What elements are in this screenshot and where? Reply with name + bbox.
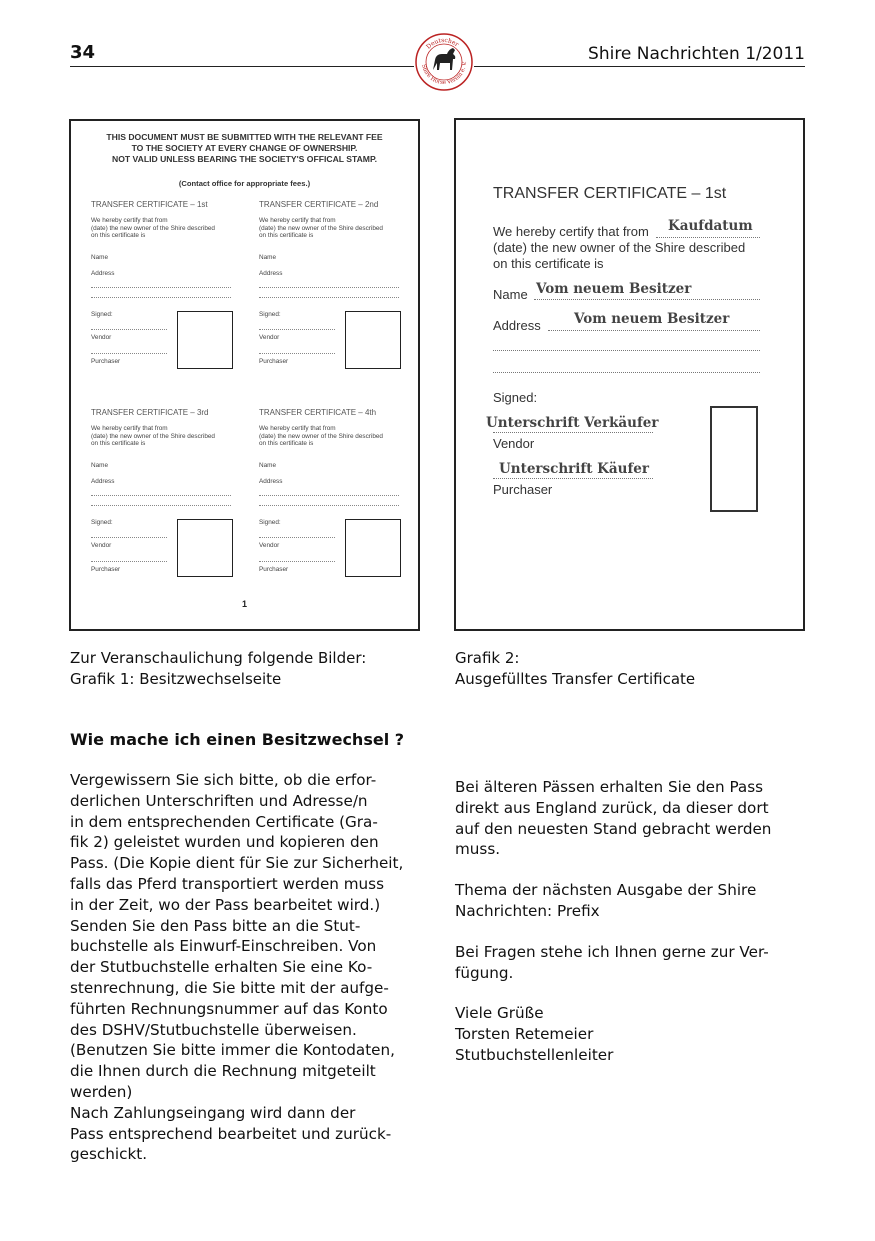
contact-note: (Contact office for appropriate fees.) (178, 179, 311, 188)
paragraph-questions: Bei Fragen stehe ich Ihnen gerne zur Ver- fügung. (455, 942, 769, 982)
stamp-box (177, 519, 233, 577)
article-heading: Wie mache ich einen Besitzwechsel ? (70, 730, 405, 749)
paragraph-older-passports: Bei älteren Pässen erhalten Sie den Pass direkt aus England zurück, da dieser dort auf den neuesten Stand gebracht werden muss. (455, 778, 772, 859)
logo-top-text: Deutscher (425, 36, 460, 51)
transfer-certificate-3: TRANSFER CERTIFICATE – 3rd We hereby certify that from (date) the new owner of the Shire described on this certificate is Name Address Signed: Vendor Purchaser (91, 409, 241, 609)
publication-title: Shire Nachrichten 1/2011 (588, 44, 805, 64)
article-right-column (455, 777, 805, 1066)
logo-bottom-text: Shire Horse Verein e. V. (420, 61, 469, 87)
signoff: Viele Grüße Torsten Retemeier Stutbuchstellenleiter (455, 1004, 614, 1064)
caption-figure-2: Grafik 2: Ausgefülltes Transfer Certificate (455, 649, 696, 688)
transfer-certificate-2: TRANSFER CERTIFICATE – 2nd We hereby certify that from (date) the new owner of the Shire described on this certificate is Name Address Signed: Vendor Purchaser (259, 201, 409, 401)
figure-filled-certificate: TRANSFER CERTIFICATE – 1st We hereby certify that from Kaufdatum (date) the new owner of the Shire described on this certificate is Name Vom neuem Besitzer Address Vom neuem Besitzer Signed: Unterschrift Verkäufer Vendor Unterschrift Käufer Purchaser (454, 118, 805, 631)
handwritten-name: Vom neuem Besitzer (536, 281, 692, 297)
stamp-box (345, 311, 401, 369)
paragraph-next-topic: Thema der nächsten Ausgabe der Shire Nachrichten: Prefix (455, 881, 757, 920)
stamp-box (177, 311, 233, 369)
figure-besitzwechselseite (69, 119, 420, 631)
page-number: 34 (70, 42, 96, 63)
notice-text: THIS DOCUMENT MUST BE SUBMITTED WITH THE RELEVANT FEE TO THE SOCIETY AT EVERY CHANGE OF OWNERSHIP. NOT VALID UNLESS BEARING THE SOCIETY'S OFFICAL STAMP. (106, 132, 383, 164)
caption-figure-1: Zur Veranschaulichung folgende Bilder: Grafik 1: Besitzwechselseite (70, 649, 367, 688)
stamp-box (345, 519, 401, 577)
handwritten-vendor-signature: Unterschrift Verkäufer (486, 415, 659, 431)
handwritten-address: Vom neuem Besitzer (574, 311, 730, 327)
figure-page-number: 1 (241, 599, 247, 609)
article-left-column: Vergewissern Sie sich bitte, ob die erfor- derlichen Unterschriften und Adresse/n in dem entsprechenden Certificate (Gra- fik 2) geleistet wurden und kopieren den Pass. (Die Kopie dient für Sie zur Sicherheit, falls das Pferd transportiert werden muss in der Zeit, wo der Pass bearbeitet wird.) Senden Sie den Pass bitte an die Stut- buchstelle als Einwurf-Einschreiben. Von der Stutbuchstelle erhalten Sie eine Ko- stenrechnung, die Sie bitte mit der aufge- führten Rechnungsnummer auf das Konto des DSHV/Stutbuchstelle überweisen. (Benutzen Sie bitte immer die Kontodaten, die Ihnen durch die Rechnung mitgeteilt werden) Nach Zahlungseingang wird dann der Pass entsprechend bearbeitet und zurück- geschickt. (70, 771, 404, 1164)
handwritten-date: Kaufdatum (668, 218, 753, 234)
handwritten-purchaser-signature: Unterschrift Käufer (499, 461, 649, 477)
certificate-title: TRANSFER CERTIFICATE – 1st (493, 185, 727, 202)
transfer-certificate-1: TRANSFER CERTIFICATE – 1st We hereby certify that from (date) the new owner of the Shire described on this certificate is Name Address Signed: Vendor Purchaser (91, 201, 241, 401)
transfer-certificate-4: TRANSFER CERTIFICATE – 4th We hereby certify that from (date) the new owner of the Shire described on this certificate is Name Address Signed: Vendor Purchaser (259, 409, 409, 609)
society-logo (414, 32, 474, 92)
stamp-box (710, 406, 758, 512)
